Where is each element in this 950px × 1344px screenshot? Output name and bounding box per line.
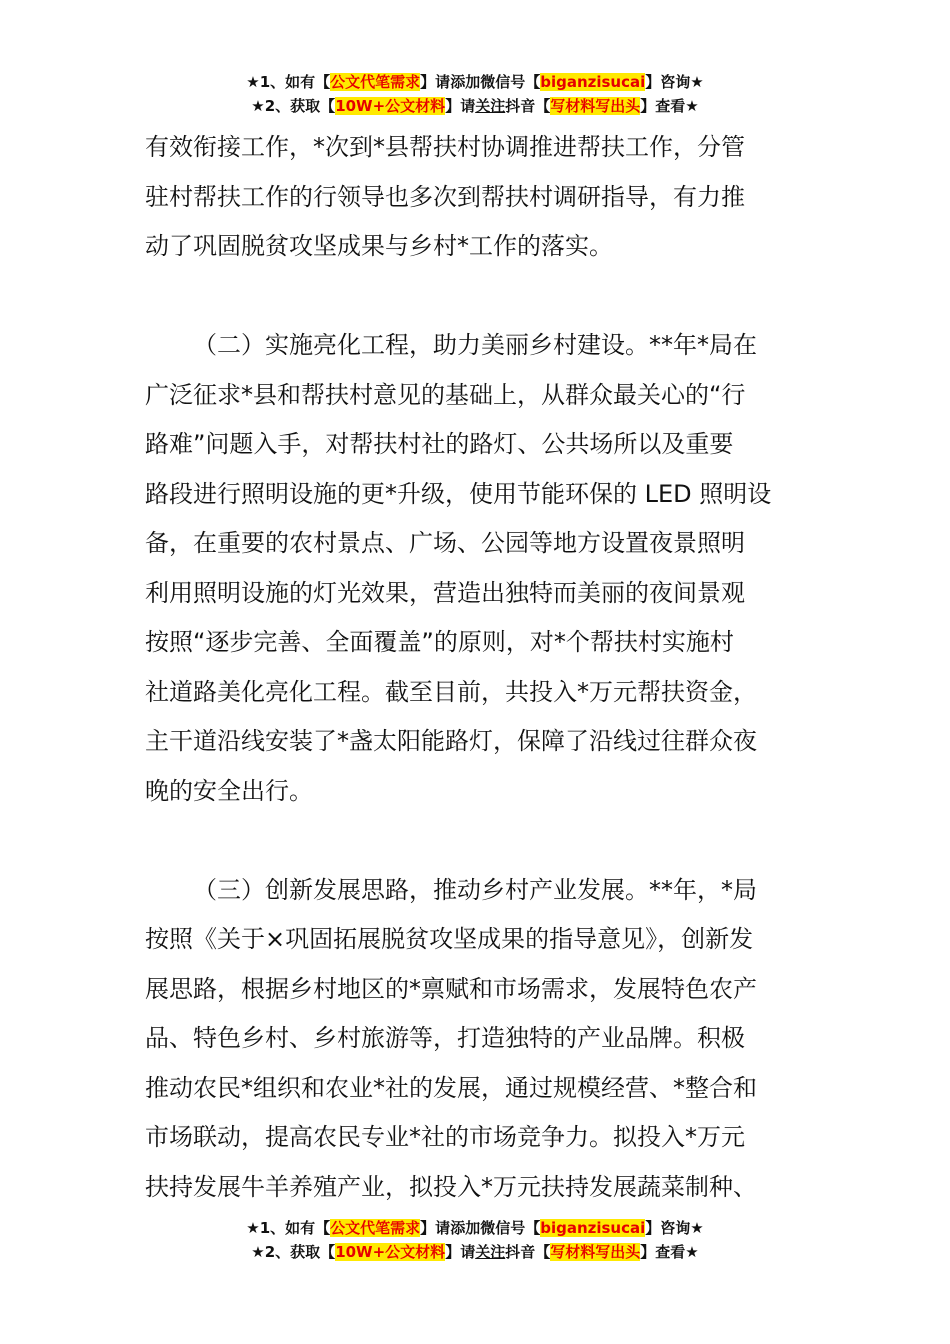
banner-highlight: biganzisucai [540, 1219, 646, 1237]
banner-text: 】查看★ [640, 97, 699, 115]
banner-text: 】请 [420, 1219, 451, 1237]
banner-text: 微信号【 [480, 1219, 541, 1237]
text-line: 有效衔接工作，*次到*县帮扶村协调推进帮扶工作，分管 [145, 133, 745, 161]
banner-line-1 [0, 70, 950, 94]
text-line: （二）实施亮化工程，助力美丽乡村建设。**年*局在 [193, 331, 757, 359]
banner-emphasis: 关注 [475, 1243, 506, 1261]
paragraph-3 [145, 866, 815, 1213]
text-line: 社道路美化亮化工程。截至目前，共投入*万元帮扶资金， [145, 677, 757, 706]
banner-line-1 [0, 1216, 950, 1240]
text-line: 展思路，根据乡村地区的*禀赋和市场需求，发展特色农产 [145, 974, 757, 1003]
banner-text: 微信号【 [480, 73, 541, 91]
banner-highlight: 公文代笔需求 [330, 1219, 421, 1237]
banner-text: 】查看★ [640, 1243, 699, 1261]
banner-text: ★1、如有【 [246, 1219, 331, 1237]
banner-emphasis: 关注 [475, 97, 506, 115]
text-line: 备，在重要的农村景点、广场、公园等地方设置夜景照明 [145, 529, 745, 557]
paragraph-2 [145, 321, 815, 816]
banner-highlight: 写材料写出头 [550, 97, 641, 115]
banner-highlight: 10W+公文材料 [335, 97, 446, 115]
text-line: （三）创新发展思路，推动乡村产业发展。**年，*局 [193, 875, 757, 904]
banner-text: ★2、获取【 [251, 1243, 336, 1261]
paragraph-gap [145, 272, 815, 322]
text-line: 路段进行照明设施的更*升级，使用节能环保的 LED 照明设 [145, 479, 772, 508]
banner-text: 】请 [420, 73, 451, 91]
text-line: 品、特色乡村、乡村旅游等，打造独特的产业品牌。积极 [145, 1024, 745, 1052]
banner-text: 抖音【 [505, 1243, 551, 1261]
text-line: 利用照明设施的灯光效果，营造出独特而美丽的夜间景观 [145, 578, 745, 607]
text-line: 扶持发展牛羊养殖产业，拟投入*万元扶持发展蔬菜制种、 [145, 1172, 757, 1201]
banner-highlight: biganzisucai [540, 73, 646, 91]
paragraph-1 [145, 123, 815, 272]
text-line: 路难”问题入手，对帮扶村社的路灯、公共场所以及重要 [145, 430, 734, 458]
text-line: 市场联动，提高农民专业*社的市场竞争力。拟投入*万元 [145, 1123, 745, 1151]
text-line: 推动农民*组织和农业*社的发展，通过规模经营、*整合和 [145, 1073, 757, 1102]
text-line: 主干道沿线安装了*盏太阳能路灯，保障了沿线过往群众夜 [145, 727, 757, 755]
banner-text: ★2、获取【 [251, 97, 336, 115]
banner-text: 抖音【 [505, 97, 551, 115]
banner-emphasis: 添加 [450, 73, 481, 91]
text-line: 按照《关于×巩固拓展脱贫攻坚成果的指导意见》，创新发 [145, 925, 754, 953]
text-line: 动了巩固脱贫攻坚成果与乡村*工作的落实。 [145, 232, 613, 260]
paragraph-gap [145, 816, 815, 866]
banner-text: ★1、如有【 [246, 73, 331, 91]
banner-text: 】咨询★ [645, 73, 704, 91]
banner-highlight: 写材料写出头 [550, 1243, 641, 1261]
text-line: 按照“逐步完善、全面覆盖”的原则，对*个帮扶村实施村 [145, 628, 734, 656]
banner-line-2 [0, 94, 950, 118]
text-line: 晚的安全出行。 [145, 776, 313, 805]
document-body [145, 123, 815, 1212]
banner-text: 】请 [445, 1243, 476, 1261]
banner-emphasis: 添加 [450, 1219, 481, 1237]
footer-banner [0, 1216, 950, 1264]
banner-highlight: 公文代笔需求 [330, 73, 421, 91]
banner-text: 】请 [445, 97, 476, 115]
banner-line-2 [0, 1240, 950, 1264]
banner-highlight: 10W+公文材料 [335, 1243, 446, 1261]
header-banner [0, 70, 950, 118]
banner-text: 】咨询★ [645, 1219, 704, 1237]
text-line: 驻村帮扶工作的行领导也多次到帮扶村调研指导，有力推 [145, 182, 745, 211]
text-line: 广泛征求*县和帮扶村意见的基础上，从群众最关心的“行 [145, 380, 746, 409]
